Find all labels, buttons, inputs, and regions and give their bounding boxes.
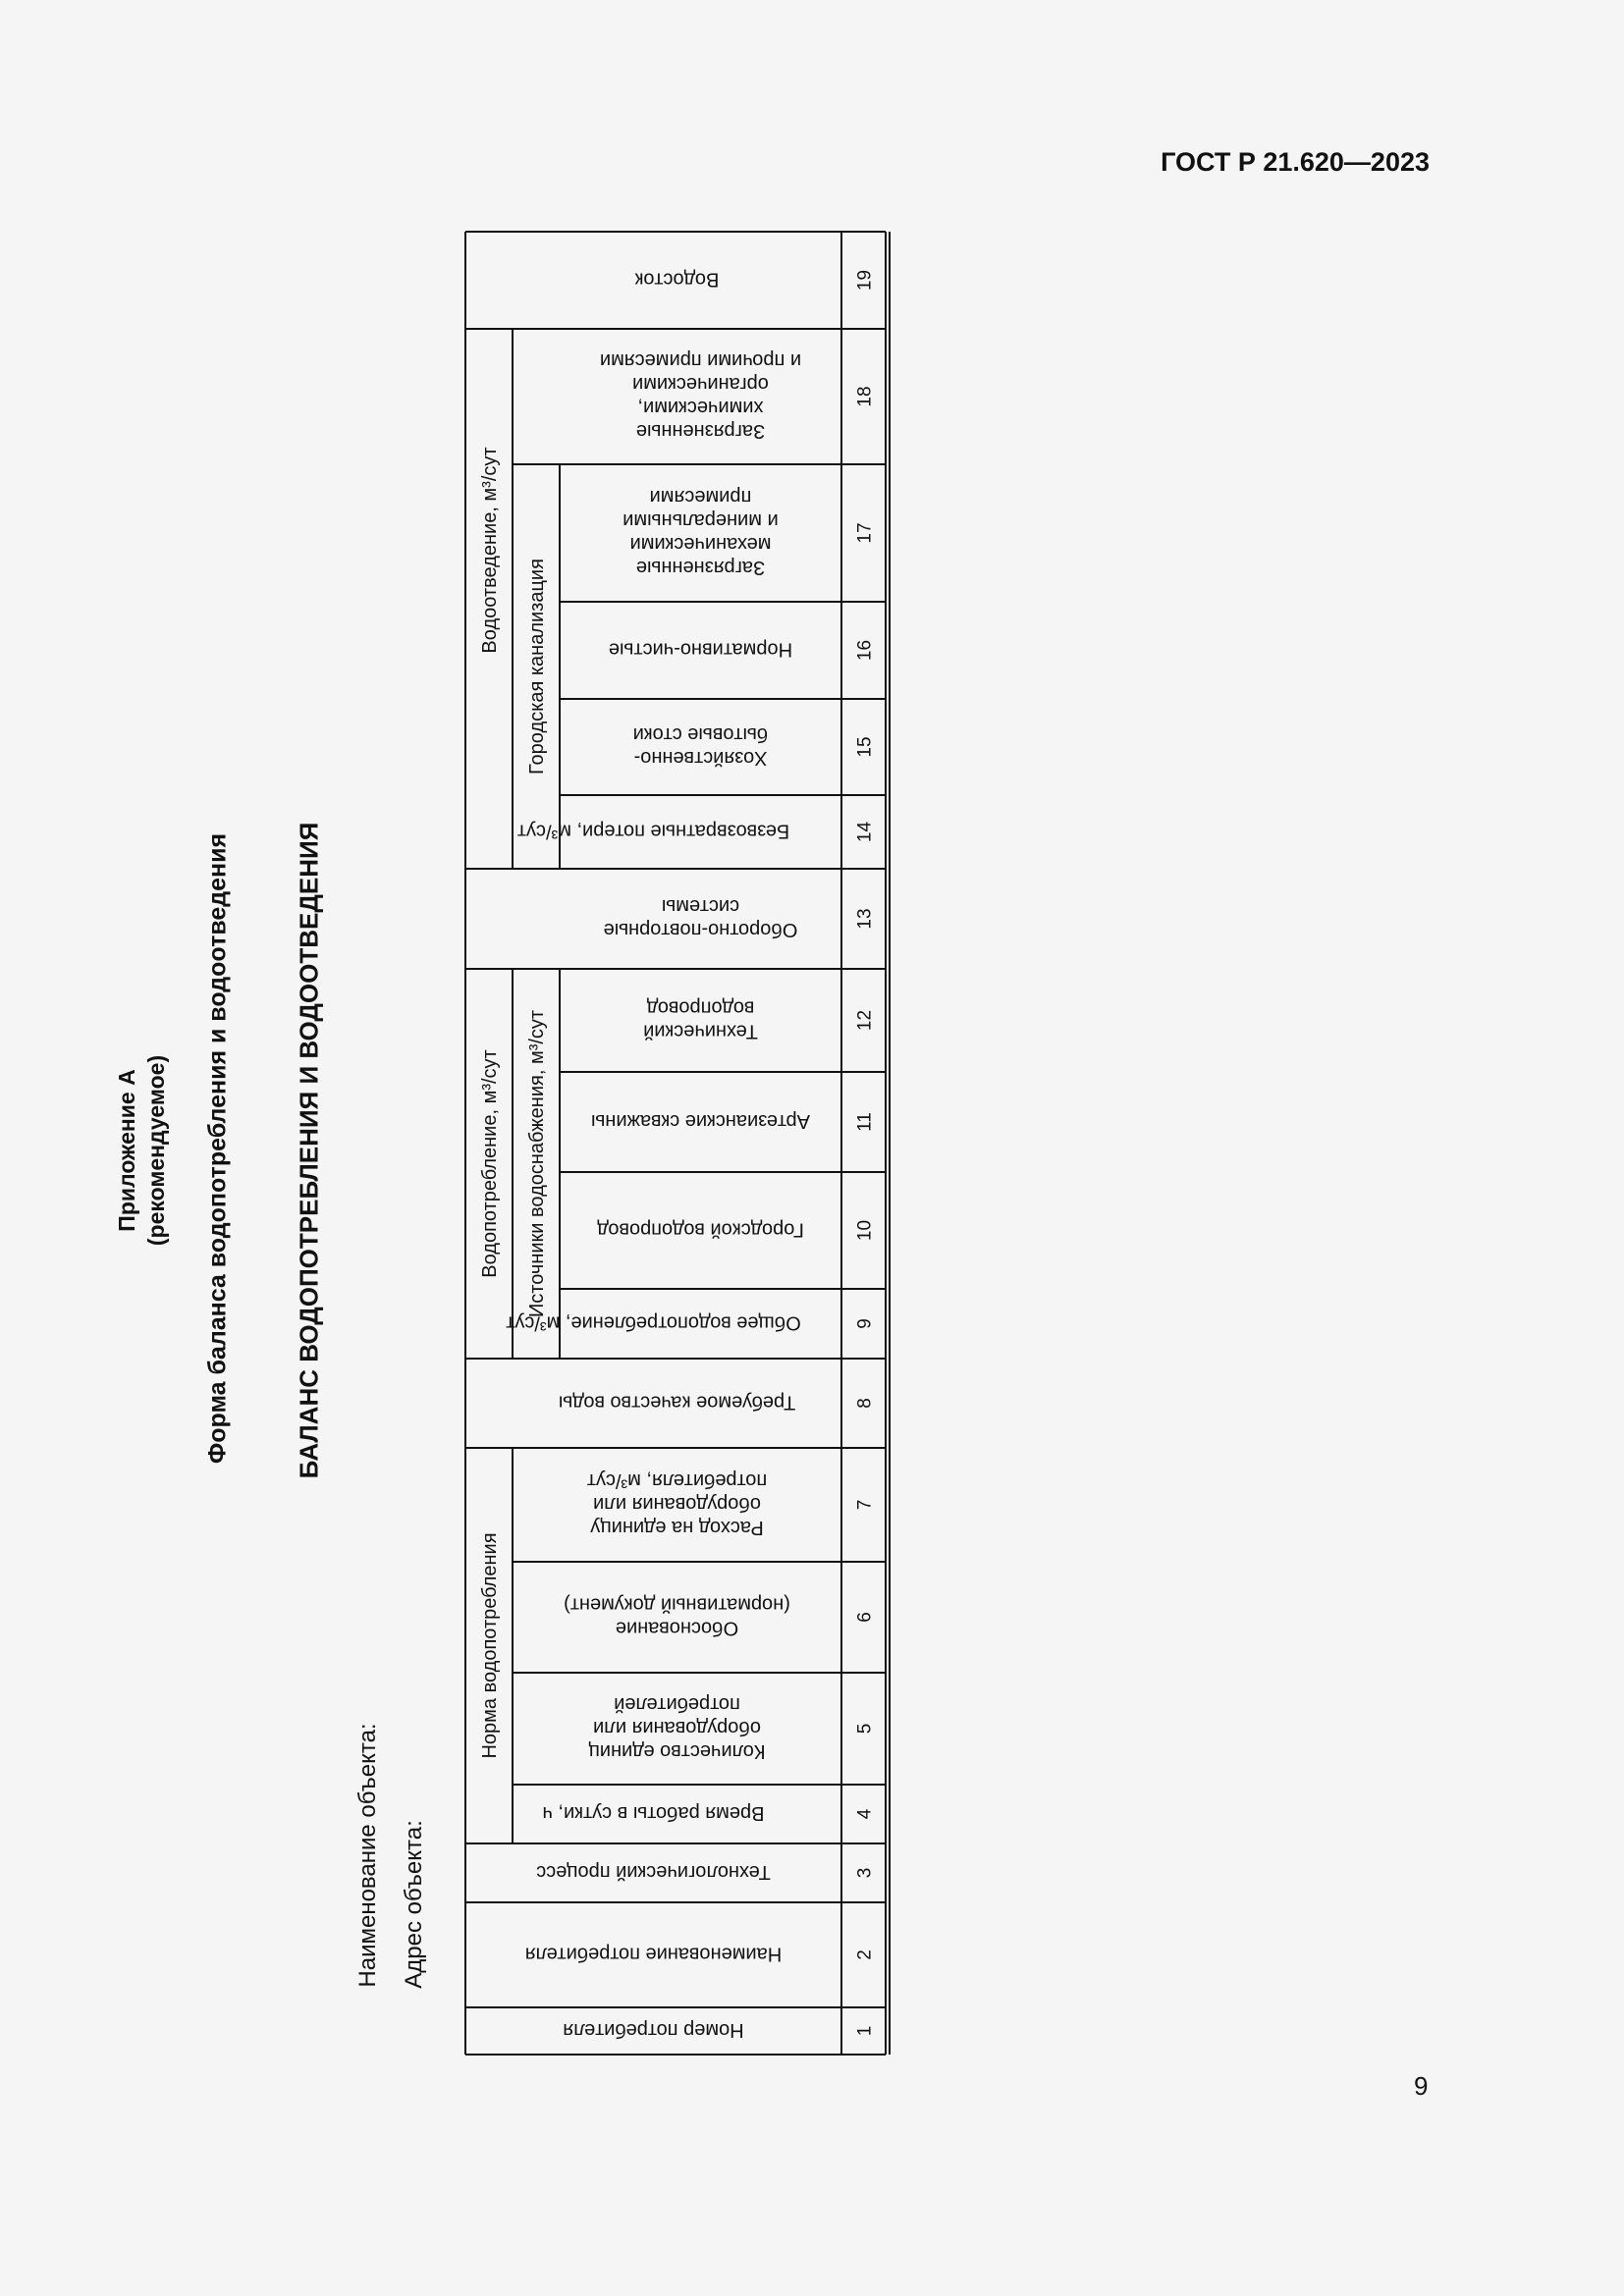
column-number-1: 1 <box>854 2025 876 2037</box>
water-consumption-group: Водопотребление, м³/сут <box>479 1049 501 1278</box>
column-header-5: Количество единицоборудования илипотребителей <box>588 1693 766 1762</box>
column-header-16: Нормативно-чистые <box>608 638 793 661</box>
column-number-17: 17 <box>854 522 876 544</box>
table-title: БАЛАНС ВОДОПОТРЕБЛЕНИЯ И ВОДООТВЕДЕНИЯ <box>294 822 324 1479</box>
standard-designation: ГОСТ Р 21.620—2023 <box>1161 147 1430 177</box>
column-header-11: Артезианские скважины <box>591 1110 810 1132</box>
column-number-7: 7 <box>854 1499 876 1511</box>
column-number-19: 19 <box>854 269 876 292</box>
column-header-9: Общее водопотребление, м³/сут <box>506 1311 801 1334</box>
column-header-8: Требуемое качество воды <box>558 1391 796 1414</box>
city-sewer-group: Городская канализация <box>526 559 548 774</box>
column-number-15: 15 <box>854 736 876 758</box>
column-number-13: 13 <box>854 908 876 930</box>
object-address-field: Адрес объекта: <box>401 1820 427 1989</box>
form-title: Форма баланса водопотребления и водоотведения <box>203 832 232 1465</box>
page-number: 9 <box>1414 2071 1429 2101</box>
appendix-status: (рекомендуемое) <box>143 1054 169 1247</box>
column-header-2: Наименование потребителя <box>524 1943 783 1965</box>
column-header-6: Обоснование(нормативный документ) <box>564 1593 790 1639</box>
column-number-18: 18 <box>854 386 876 407</box>
column-number-6: 6 <box>854 1612 876 1623</box>
supply-sources-group: Источники водоснабжения, м³/сут <box>526 1009 548 1318</box>
object-name-field: Наименование объекта: <box>354 1723 381 1988</box>
column-number-2: 2 <box>854 1949 876 1960</box>
column-header-19: Водосток <box>634 268 720 291</box>
appendix-label: Приложение А <box>114 1069 139 1232</box>
column-header-14: Безвозвратные потери, м³/сут <box>516 820 790 842</box>
column-number-11: 11 <box>854 1112 876 1132</box>
column-number-12: 12 <box>854 1009 876 1032</box>
column-number-3: 3 <box>854 1867 876 1879</box>
column-header-3: Технологический процесс <box>536 1861 771 1883</box>
column-header-4: Время работы в сутки, ч <box>542 1802 765 1824</box>
column-number-16: 16 <box>854 639 876 662</box>
column-header-18: Загрязненныехимическими,органическимии прочими примесями <box>599 349 802 442</box>
column-header-17: Загрязненныемеханическимии минеральнымипримесями <box>623 486 779 578</box>
column-header-1: Номер потребителя <box>563 2019 744 2041</box>
column-header-15: Хозяйственно-бытовые стоки <box>632 723 769 769</box>
column-header-12: Техническийводопровод <box>643 996 758 1042</box>
column-number-5: 5 <box>854 1723 876 1735</box>
column-number-10: 10 <box>854 1219 876 1242</box>
water-norm-group: Норма водопотребления <box>479 1532 501 1759</box>
column-number-9: 9 <box>854 1318 876 1329</box>
column-header-7: Расход на единицуоборудования илипотребителя, м³/сут <box>586 1469 768 1538</box>
drainage-group: Водоотведение, м³/сут <box>479 447 501 654</box>
column-header-10: Городской водопровод <box>597 1218 804 1241</box>
column-number-14: 14 <box>854 821 876 843</box>
column-header-13: Оборотно-повторныесистемы <box>603 895 798 940</box>
column-number-8: 8 <box>854 1398 876 1409</box>
column-number-4: 4 <box>854 1808 876 1820</box>
